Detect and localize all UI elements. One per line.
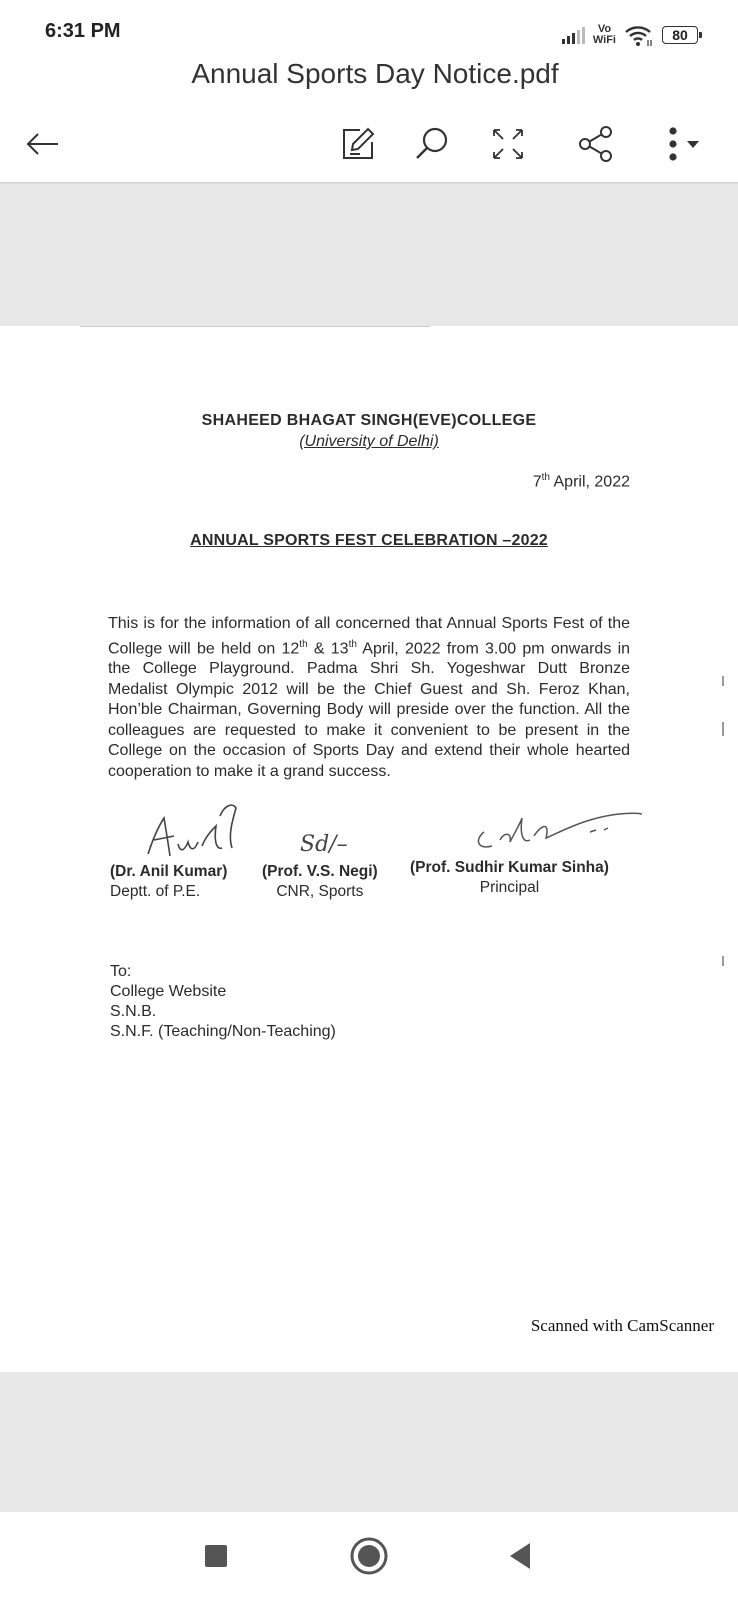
viewer-toolbar xyxy=(0,112,738,176)
signatory-2-name: (Prof. V.S. Negi) xyxy=(262,863,378,880)
scan-margin-mark xyxy=(722,956,724,966)
home-button[interactable] xyxy=(343,1530,395,1582)
body-part-3: April, 2022 from 3.00 pm onwards in the College Playground. Padma Shri Sh. Yogeshwar Dutt Bronze Medalist Olympic 2012 will be the Chief Guest and Sh. Feroz Khan, Hon’ble Chairman, Governing Body will preside over the function. All the colleagues are requested to make it convenient to be present in the College on the occasion of Sports Day and extend their whole hearted cooperation to make it a grand success. xyxy=(108,639,631,780)
document-title: Annual Sports Day Notice.pdf xyxy=(191,58,559,89)
body-sup-1: th xyxy=(299,638,308,650)
body-sup-2: th xyxy=(348,638,357,650)
share-button[interactable] xyxy=(572,120,620,168)
fullscreen-button[interactable] xyxy=(484,120,532,168)
back-triangle-icon xyxy=(506,1541,534,1571)
back-arrow-icon xyxy=(24,132,60,156)
back-nav-button[interactable] xyxy=(494,1530,546,1582)
recipients-label: To: xyxy=(110,963,132,980)
back-button[interactable] xyxy=(18,120,66,168)
search-button[interactable] xyxy=(408,120,456,168)
status-icons xyxy=(562,20,698,50)
recipients-list xyxy=(110,962,336,1042)
signatory-3-role: Principal xyxy=(479,879,540,896)
vowifi-line1: Vo xyxy=(597,23,612,35)
body-part-2: & 13 xyxy=(307,639,349,657)
vowifi-indicator xyxy=(593,24,616,46)
date-suffix: th xyxy=(541,472,550,483)
viewer-background-bottom xyxy=(0,1372,738,1512)
signatory-3-name: (Prof. Sudhir Kumar Sinha) xyxy=(410,859,609,876)
university-name: (University of Delhi) xyxy=(299,433,439,450)
signatory-1-role: Deptt. of P.E. xyxy=(110,883,201,900)
recipient-item: S.N.B. xyxy=(110,1003,157,1020)
scan-margin-mark xyxy=(722,722,724,736)
signatory-1 xyxy=(110,862,227,902)
signatory-1-name: (Dr. Anil Kumar) xyxy=(110,863,228,880)
notice-body xyxy=(108,614,630,782)
more-options-button[interactable] xyxy=(652,120,716,168)
signatory-2-role: CNR, Sports xyxy=(276,883,364,900)
recents-square-icon xyxy=(203,1543,229,1569)
signature-anil-kumar xyxy=(140,796,250,866)
system-navigation-bar xyxy=(0,1512,738,1600)
pdf-page[interactable] xyxy=(0,326,738,1372)
status-time: 6:31 PM xyxy=(45,20,121,42)
more-options-icon xyxy=(659,124,709,164)
scan-edge-line xyxy=(80,326,430,327)
notice-date xyxy=(533,472,630,491)
date-day: 7 xyxy=(532,473,542,491)
edit-icon xyxy=(338,124,378,164)
body-part-1: This is for the information of all concerned that Annual Sports Fest of the College will be held on 12 xyxy=(108,615,630,657)
edit-button[interactable] xyxy=(334,120,382,168)
share-icon xyxy=(576,124,616,164)
signal-strength-icon xyxy=(562,26,585,44)
recipient-item: S.N.F. (Teaching/Non-Teaching) xyxy=(110,1023,336,1040)
notice-heading: ANNUAL SPORTS FEST CELEBRATION –2022 xyxy=(190,532,548,549)
vowifi-line2: WiFi xyxy=(592,34,616,46)
battery-level: 80 xyxy=(672,27,688,43)
signatory-3 xyxy=(410,858,609,898)
search-icon xyxy=(413,125,451,163)
battery-indicator xyxy=(662,26,698,44)
camscanner-watermark: Scanned with CamScanner xyxy=(530,1316,714,1335)
scan-margin-mark xyxy=(722,676,724,686)
date-rest: April, 2022 xyxy=(549,473,630,491)
signed-mark: Sd/– xyxy=(300,832,348,857)
wifi-icon xyxy=(624,23,654,47)
recents-button[interactable] xyxy=(190,1530,242,1582)
signature-sudhir-sinha xyxy=(470,804,650,854)
viewer-background-top xyxy=(0,184,738,326)
signatory-2 xyxy=(262,862,378,902)
home-circle-icon xyxy=(349,1536,389,1576)
recipient-item: College Website xyxy=(110,983,227,1000)
expand-icon xyxy=(490,126,526,162)
college-name: SHAHEED BHAGAT SINGH(EVE)COLLEGE xyxy=(201,412,537,429)
status-bar xyxy=(0,0,738,62)
